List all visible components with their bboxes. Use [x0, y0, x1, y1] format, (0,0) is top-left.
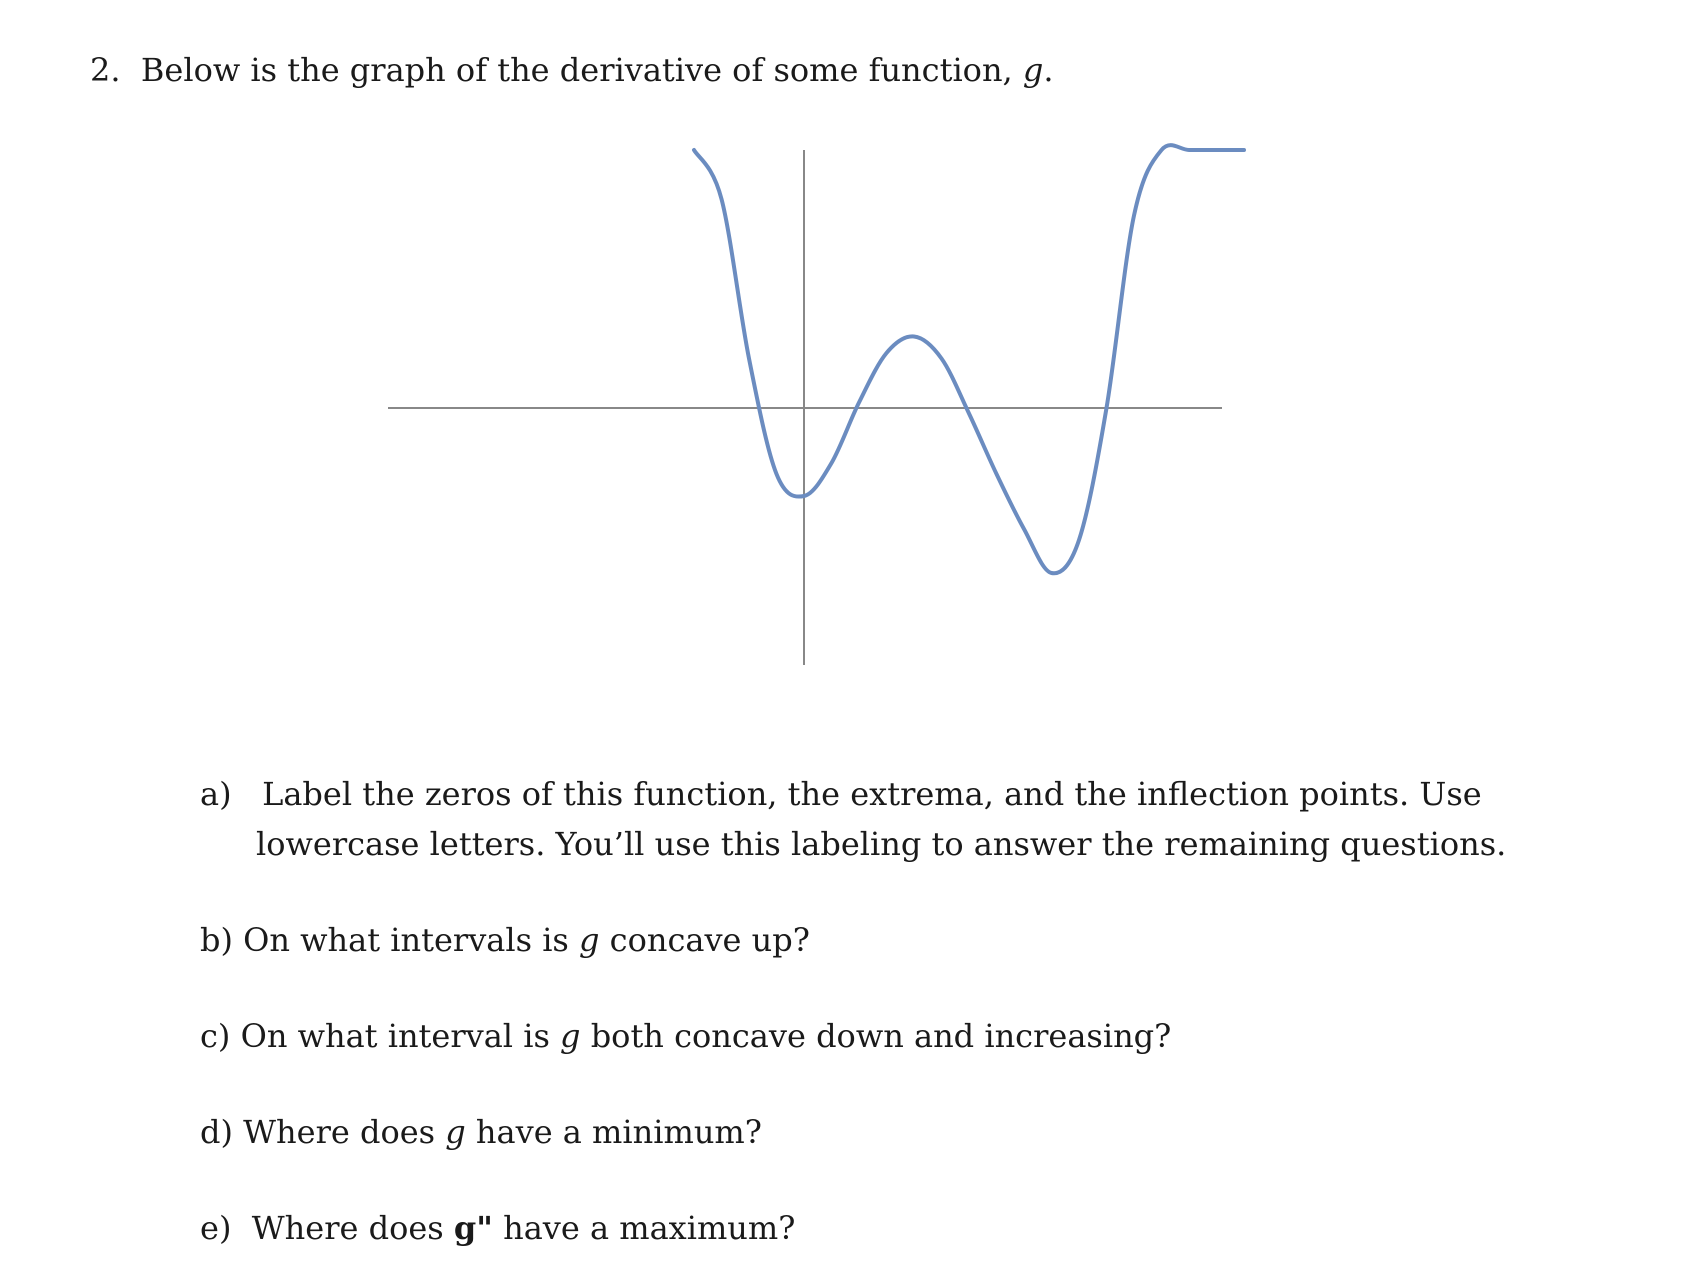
- question-a: [200, 775, 1482, 813]
- question-b-pre: On what intervals is: [243, 921, 569, 959]
- question-e-letter: e): [200, 1209, 232, 1247]
- question-c-post: both concave down and increasing?: [590, 1017, 1172, 1055]
- question-b-post: concave up?: [609, 921, 810, 959]
- question-c-pre: On what interval is: [240, 1017, 550, 1055]
- question-e-var: g": [453, 1209, 493, 1247]
- derivative-curve: [694, 145, 1244, 573]
- question-b: [200, 921, 810, 959]
- question-e: [200, 1209, 796, 1247]
- intro-period: .: [1043, 51, 1054, 89]
- question-a-continued: [256, 825, 1507, 863]
- question-b-var: g: [579, 921, 600, 959]
- question-a-letter: a): [200, 775, 232, 813]
- question-b-letter: b): [200, 921, 233, 959]
- question-c: [200, 1017, 1172, 1055]
- question-d-var: g: [445, 1113, 466, 1151]
- question-d: [200, 1113, 762, 1151]
- problem-number: 2.: [90, 51, 121, 89]
- question-d-post: have a minimum?: [475, 1113, 762, 1151]
- problem-intro: Below is the graph of the derivative of some function,: [140, 51, 1013, 89]
- question-c-var: g: [560, 1017, 581, 1055]
- question-e-post: have a maximum?: [503, 1209, 796, 1247]
- question-a-line1: Label the zeros of this function, the extrema, and the inflection points. Use: [262, 775, 1482, 813]
- question-e-pre: Where does: [251, 1209, 444, 1247]
- question-d-pre: Where does: [243, 1113, 436, 1151]
- question-d-letter: d): [200, 1113, 233, 1151]
- question-a-line2: lowercase letters. You’ll use this labeling to answer the remaining questions.: [256, 825, 1507, 863]
- function-variable: g: [1022, 51, 1044, 89]
- question-c-letter: c): [200, 1017, 231, 1055]
